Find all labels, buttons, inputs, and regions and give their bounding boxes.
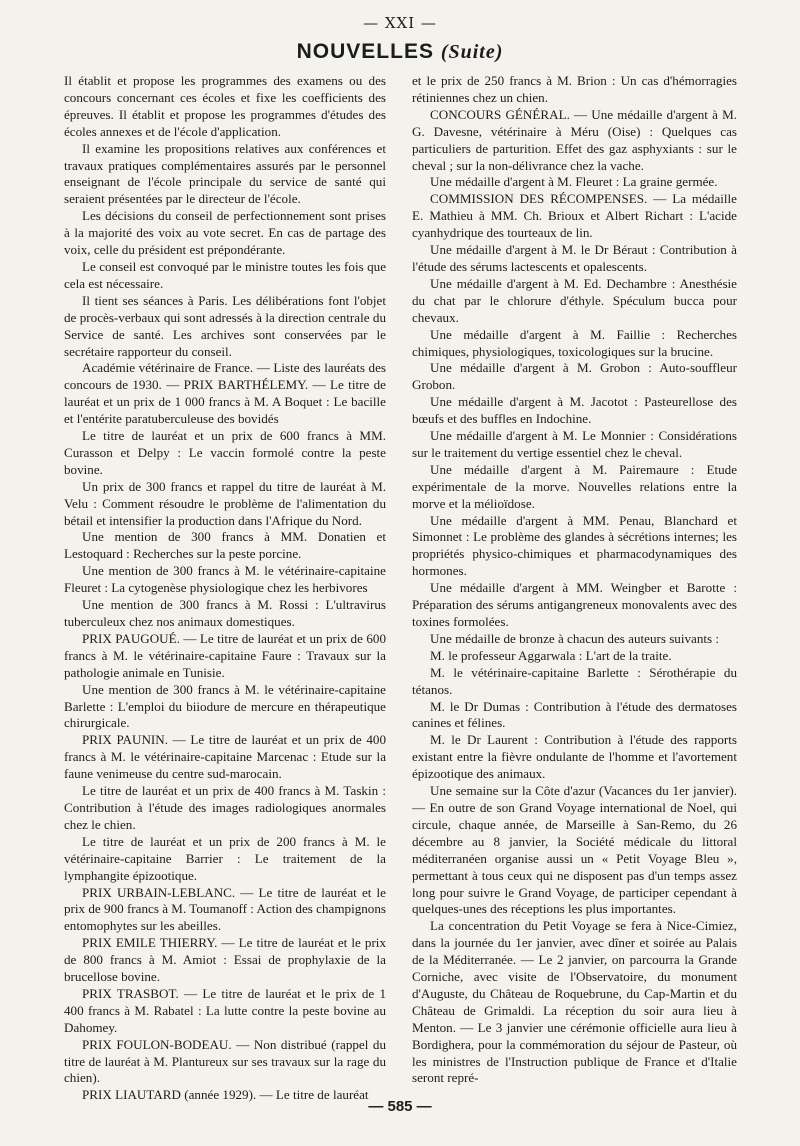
paragraph: PRIX PAUNIN. — Le titre de lauréat et un prix de 400 francs à M. le vétérinaire-capitaine Marcenac : Etude sur la faune venimeuse du centre sud-marocain.	[64, 732, 386, 782]
paragraph: Une mention de 300 francs à M. Rossi : L'ultravirus tuberculeux chez nos animaux domestiques.	[64, 597, 386, 629]
paragraph: Une mention de 300 francs à MM. Donatien et Lestoquard : Recherches sur la peste porcine.	[64, 529, 386, 562]
paragraph: Une mention de 300 francs à M. le vétérinaire-capitaine Fleuret : La cytogenèse physiologique chez les herbivores	[64, 563, 386, 596]
paragraph: Un prix de 300 francs et rappel du titre de lauréat à M. Velu : Comment résoudre le problème de l'alimentation du bétail et intensifier la production dans l'Afrique du Nord.	[64, 478, 386, 528]
title-suffix: (Suite)	[440, 41, 504, 63]
paragraph: COMMISSION DES RÉCOMPENSES. — La médaille E. Mathieu à MM. Ch. Brioux et Albert Richart : L'acide cyanhydrique des tourteaux de lin.	[412, 191, 737, 241]
paragraph: Le conseil est convoqué par le ministre toutes les fois que cela est nécessaire.	[64, 258, 386, 291]
paragraph: Une médaille de bronze à chacun des auteurs suivants :	[430, 630, 720, 646]
paragraph: Une médaille d'argent à M. Fleuret : La graine germée.	[430, 174, 718, 190]
paragraph: PRIX URBAIN-LEBLANC. — Le titre de lauréat et le prix de 900 francs à M. Toumanoff : Action des champignons entomophytes sur les abeilles.	[64, 884, 386, 934]
paragraph: CONCOURS GÉNÉRAL. — Une médaille d'argent à M. G. Davesne, vétérinaire à Méru (Oise) : Quelques cas particuliers de parturition. Effet des gaz asphyxiants : sur le cheval ; sur la non-délivrance chez la vache.	[412, 106, 737, 173]
paragraph: Une semaine sur la Côte d'azur (Vacances du 1er janvier). — En outre de son Grand Voyage international de Noel, qui circule, chaque année, de Marseille à San-Remo, du 26 décembre au 8 janvier, la Société médicale du littoral méditerranéen organise aussi un « Petit Voyage Bleu », permettant à tous ceux qui ne disposent pas d'un temps assez long pour suivre le Grand Voyage, de participer cependant à quelques-unes des réceptions les plus importantes.	[412, 783, 737, 917]
paragraph: Une médaille d'argent à M. Faillie : Recherches chimiques, physiologiques, toxicologiques sur la brucine.	[412, 326, 737, 359]
page-number: — 585 —	[368, 1098, 432, 1115]
paragraph: Il examine les propositions relatives aux conférences et travaux pratiques complémentaires assurés par le personnel enseignant de l'école principale du service de santé qui seraient présentées par le directeur de l'école.	[64, 140, 386, 207]
paragraph: Une médaille d'argent à MM. Weingber et Barotte : Préparation des sérums antigangreneux monovalents avec des toxines formolées.	[412, 580, 737, 629]
paragraph: PRIX TRASBOT. — Le titre de lauréat et le prix de 1 400 francs à M. Rabatel : La lutte contre la peste bovine au Dahomey.	[64, 985, 386, 1035]
paragraph: Une mention de 300 francs à M. le vétérinaire-capitaine Barlette : L'emploi du biiodure de mercure en thérapeutique chirurgicale.	[64, 681, 386, 731]
paragraph: La concentration du Petit Voyage se fera à Nice-Cimiez, dans la journée du 1er janvier, avec dîner et soirée au Palais de la Méditerranée. — Le 2 janvier, on parcourra la Grande Corniche, avec visite de l'Observatoire, du monument d'Auguste, du Château de Roquebrune, du Cap-Martin et du Château de Grimaldi. La réception du soir aura lieu à Menton. — Le 3 janvier une cérémonie officielle aura lieu à Bordighera, pour la commémoration du séjour de Pasteur, où les ministres de l'Instruction publique de France et d'Italie seront repré-	[412, 918, 737, 1086]
paragraph: Une médaille d'argent à M. Jacotot : Pasteurellose des bœufs et des buffles en Indochine.	[412, 394, 737, 427]
running-head: — XXI —	[363, 14, 437, 32]
paragraph: Une médaille d'argent à M. Pairemaure : Etude expérimentale de la morve. Nouvelles relations entre la morve et la mélioïdose.	[412, 461, 737, 511]
paragraph: Il établit et propose les programmes des examens ou des concours concernant ces écoles et fixe les coefficients des épreuves. Il établit et propose les programmes d'études des écoles annexes et de l'école d'application.	[64, 73, 386, 139]
paragraph: PRIX LIAUTARD (année 1929). — Le titre de lauréat	[82, 1087, 369, 1103]
paragraph: Le titre de lauréat et un prix de 200 francs à M. le vétérinaire-capitaine Barrier : Le traitement de la lymphangite épizootique.	[64, 833, 386, 883]
left-column	[64, 73, 386, 1104]
title-text: NOUVELLES	[296, 40, 434, 63]
paragraph: Les décisions du conseil de perfectionnement sont prises à la majorité des voix au vote secret. En cas de partage des voix, celle du président est prépondérante.	[64, 208, 386, 258]
paragraph: M. le vétérinaire-capitaine Barlette : Sérothérapie du tétanos.	[412, 664, 737, 697]
right-column	[412, 73, 737, 1087]
page-title	[0, 40, 800, 64]
paragraph: M. le professeur Aggarwala : L'art de la traite.	[430, 647, 672, 663]
paragraph: Une médaille d'argent à M. le Dr Béraut : Contribution à l'étude des sérums lactescents et opalescents.	[412, 242, 737, 274]
paragraph: Une médaille d'argent à M. Ed. Dechambre : Anesthésie du chat par le chlorure d'éthyle. Spéculum bucca pour chevaux.	[412, 275, 737, 325]
paragraph: Le titre de lauréat et un prix de 600 francs à MM. Curasson et Delpy : Le vaccin formolé contre la peste bovine.	[64, 428, 386, 477]
paragraph: et le prix de 250 francs à M. Brion : Un cas d'hémorragies rétiniennes chez un chien.	[412, 73, 737, 105]
paragraph: PRIX EMILE THIERRY. — Le titre de lauréat et le prix de 800 francs à M. Amiot : Essai de prophylaxie de la brucellose bovine.	[64, 935, 386, 985]
paragraph: M. le Dr Laurent : Contribution à l'étude des rapports existant entre la fièvre ondulante de l'homme et l'avortement épizootique des animaux.	[412, 732, 737, 782]
paragraph: Une médaille d'argent à M. Grobon : Auto-souffleur Grobon.	[412, 360, 737, 393]
paragraph: PRIX PAUGOUÉ. — Le titre de lauréat et un prix de 600 francs à M. le vétérinaire-capitaine Faure : Travaux sur la pathologie animale en Tunisie.	[64, 630, 386, 680]
paragraph: PRIX FOULON-BODEAU. — Non distribué (rappel du titre de lauréat à M. Plantureux sur ses travaux sur la rage du chien).	[64, 1036, 386, 1086]
paragraph: M. le Dr Dumas : Contribution à l'étude des dermatoses canines et félines.	[412, 698, 737, 731]
paragraph: Le titre de lauréat et un prix de 400 francs à M. Taskin : Contribution à l'étude des images radiologiques anormales chez le chien.	[64, 783, 386, 832]
paragraph: Académie vétérinaire de France. — Liste des lauréats des concours de 1930. — PRIX BARTHÉLEMY. — Le titre de lauréat et un prix de 1 000 francs à M. A Boquet : Le bacille et l'entérite paratuberculeuse des bovidés	[64, 360, 386, 427]
paragraph: Une médaille d'argent à M. Le Monnier : Considérations sur le traitement du vertige essentiel chez le cheval.	[412, 428, 737, 460]
paragraph: Il tient ses séances à Paris. Les délibérations font l'objet de procès-verbaux qui sont adressés à la direction centrale du Service de santé. Les archives sont conservées par le secrétaire rapporteur du conseil.	[64, 292, 386, 359]
paragraph: Une médaille d'argent à MM. Penau, Blanchard et Simonnet : Le problème des glandes à sécrétions internes; les propriétés physico-chimiques et pharmacodynamiques des hormones.	[412, 512, 737, 579]
